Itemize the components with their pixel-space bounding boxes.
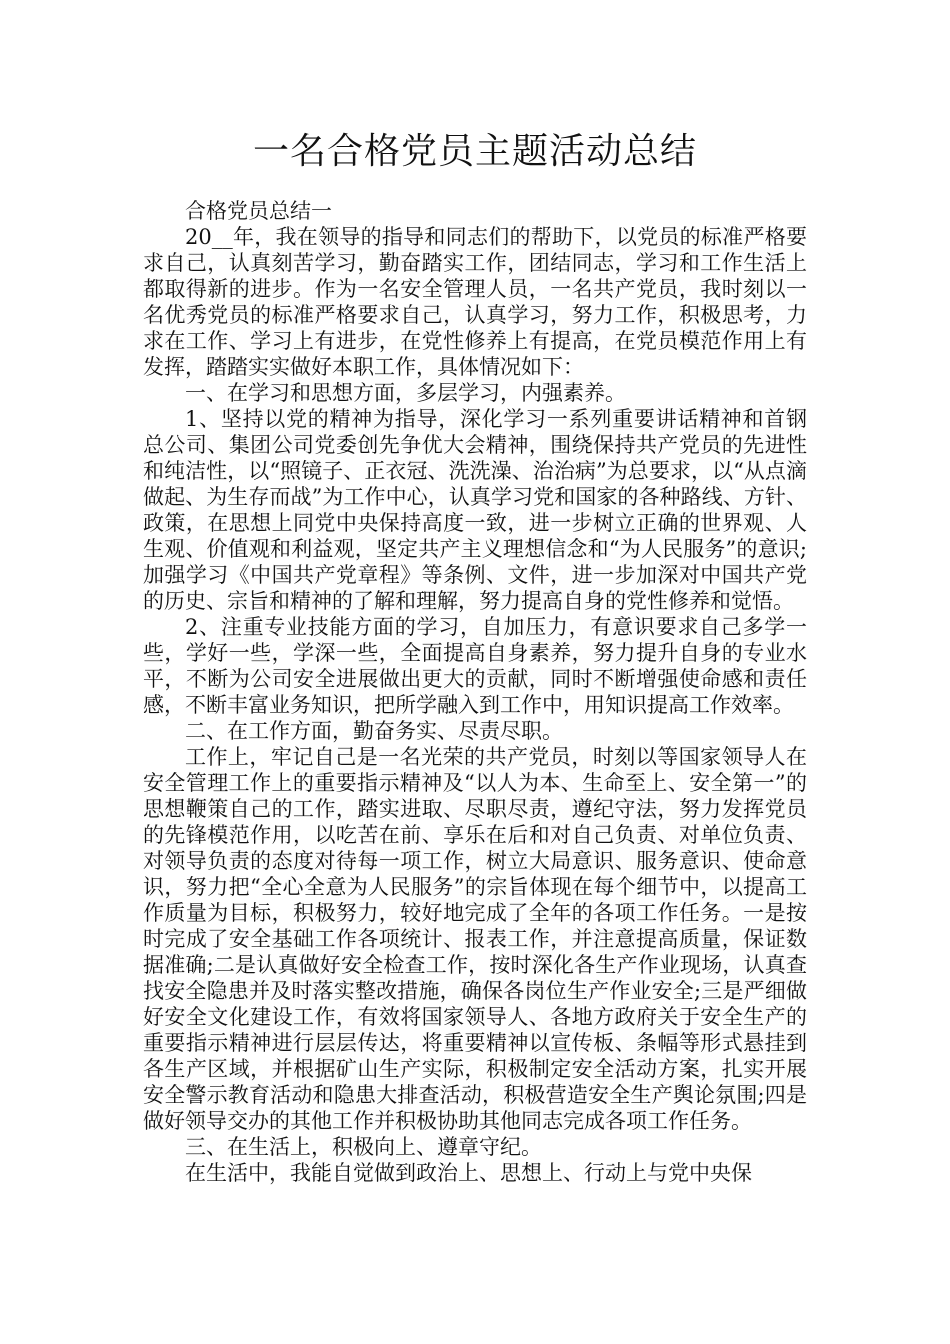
section-heading-work: 二、在工作方面，勤奋务实、尽责尽职。: [185, 719, 563, 743]
section-heading-life: 三、在生活上，积极向上、遵章守纪。: [185, 1135, 542, 1159]
paragraph-subtitle: 合格党员总结一: [185, 199, 332, 223]
document-title: 一名合格党员主题活动总结: [252, 131, 697, 172]
paragraph-study-2: 2、注重专业技能方面的学习，自加压力，有意识要求自己多学一些，学好一些，学深一些，全面提高自身素养，努力提升自身的专业水平，不断为公司安全进展做出更大的贡献，同时不断增强使命感和责任感，不断丰富业务知识，把所学融入到工作中，用知识提高工作效率。: [143, 615, 807, 717]
paragraph-work: 工作上，牢记自己是一名光荣的共产党员，时刻以等国家领导人在安全管理工作上的重要指示精神及“以人为本、生命至上、安全第一”的思想鞭策自己的工作，踏实进取、尽职尽责，遵纪守法，努力发挥党员的先锋模范作用，以吃苦在前、享乐在后和对自己负责、对单位负责、对领导负责的态度对待每一项工作，树立大局意识、服务意识、使命意识，努力把“全心全意为人民服务”的宗旨体现在每个细节中，以提高工作质量为目标，积极努力，较好地完成了全年的各项工作任务。一是按时完成了安全基础工作各项统计、报表工作，并注意提高质量，保证数据准确;二是认真做好安全检查工作，按时深化各生产作业现场，认真查找安全隐患并及时落实整改措施，确保各岗位生产作业安全;三是严细做好安全文化建设工作，有效将国家领导人、各地方政府关于安全生产的重要指示精神进行层层传达，将重要精神以宣传板、条幅等形式悬挂到各生产区域，并根据矿山生产实际，积极制定安全活动方案，扎实开展安全警示教育活动和隐患大排查活动，积极营造安全生产舆论氛围;四是做好领导交办的其他工作并积极协助其他同志完成各项工作任务。: [143, 745, 807, 1133]
paragraph-intro: 20__年，我在领导的指导和同志们的帮助下，以党员的标准严格要求自己，认真刻苦学习，勤奋踏实工作，团结同志，学习和工作生活上都取得新的进步。作为一名安全管理人员，一名共产党员，我时刻以一名优秀党员的标准严格要求自己，认真学习，努力工作，积极思考，力求在工作、学习上有进步，在党性修养上有提高，在党员模范作用上有发挥，踏踏实实做好本职工作，具体情况如下：: [143, 225, 807, 379]
section-heading-study: 一、在学习和思想方面，多层学习，内强素养。: [185, 381, 626, 405]
paragraph-life: 在生活中，我能自觉做到政治上、思想上、行动上与党中央保: [185, 1161, 752, 1185]
paragraph-study-1: 1、坚持以党的精神为指导，深化学习一系列重要讲话精神和首钢总公司、集团公司党委创先争优大会精神，围绕保持共产党员的先进性和纯洁性，以“照镜子、正衣冠、洗洗澡、治治病”为总要求，以“从点滴做起、为生存而战”为工作中心，认真学习党和国家的各种路线、方针、政策，在思想上同党中央保持高度一致，进一步树立正确的世界观、人生观、价值观和利益观，坚定共产主义理想信念和“为人民服务”的意识;加强学习《中国共产党章程》等条例、文件，进一步加深对中国共产党的历史、宗旨和精神的了解和理解，努力提高自身的党性修养和觉悟。: [143, 407, 807, 613]
document-body: [143, 198, 807, 1186]
